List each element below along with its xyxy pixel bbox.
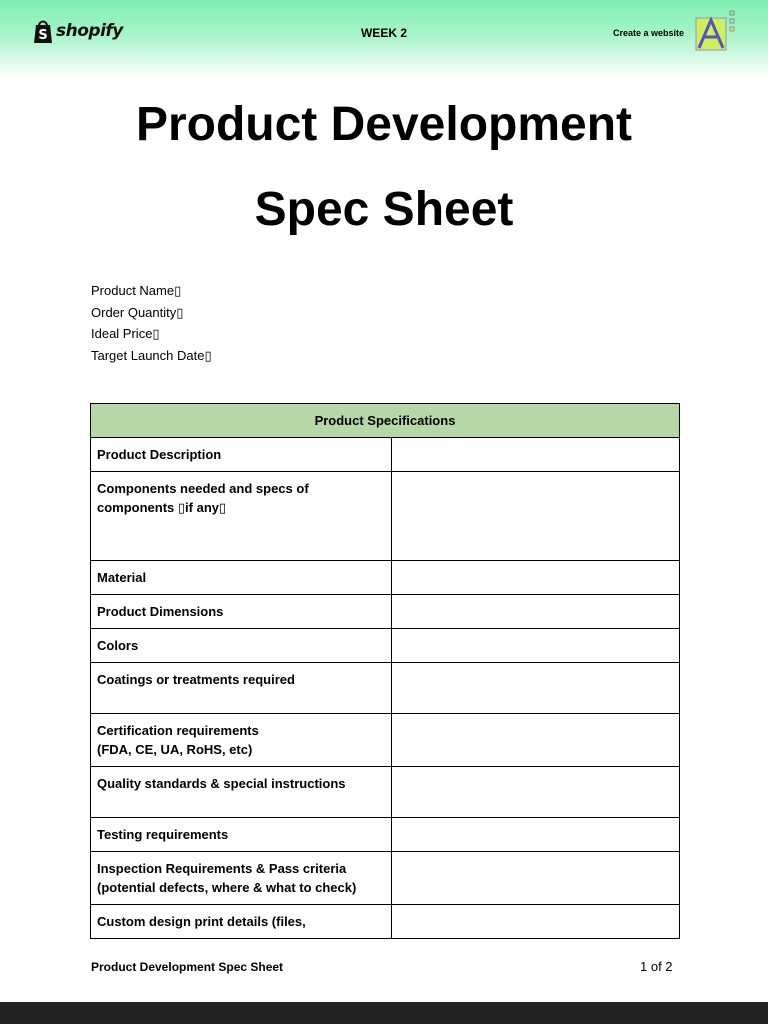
row-label <box>91 714 392 767</box>
row-value-cell[interactable] <box>392 714 680 767</box>
bottom-bar <box>0 1002 768 1024</box>
table-row <box>91 561 680 595</box>
field-ideal-price[interactable]: Ideal Price▯ <box>91 326 160 341</box>
field-target-launch-date[interactable]: Target Launch Date▯ <box>91 347 212 363</box>
product-fields <box>91 280 212 366</box>
table-heading: Product Specifications <box>91 404 680 438</box>
page-number: 1 of 2 <box>640 959 673 974</box>
row-label: Testing requirements <box>91 818 392 852</box>
row-value-cell[interactable] <box>392 663 680 714</box>
row-label-line-2: (potential defects, where & what to check) <box>97 880 357 895</box>
page-title-line-2: Spec Sheet <box>254 183 514 236</box>
row-value-cell[interactable] <box>392 905 680 939</box>
footer-title: Product Development Spec Sheet <box>91 960 284 974</box>
row-label: Quality standards & special instructions <box>91 767 392 818</box>
row-label-line-2: (FDA, CE, UA, RoHS, etc) <box>97 742 253 757</box>
spec-table <box>90 403 680 939</box>
row-value-cell[interactable] <box>392 852 680 905</box>
table-row <box>91 905 680 939</box>
row-label: Product Description <box>91 438 392 472</box>
svg-text:S: S <box>38 28 48 43</box>
table-row <box>91 852 680 905</box>
table-row <box>91 629 680 663</box>
a-logo-icon[interactable] <box>694 10 738 54</box>
row-value-cell[interactable] <box>392 438 680 472</box>
field-order-quantity[interactable]: Order Quantity▯ <box>91 304 184 320</box>
table-row <box>91 767 680 818</box>
week-label: WEEK 2 <box>360 26 407 40</box>
row-label <box>91 852 392 905</box>
row-label: Material <box>91 561 392 595</box>
row-label: Components needed and specs of components ▯if any▯ <box>91 472 392 561</box>
row-value-cell[interactable] <box>392 818 680 852</box>
table-row <box>91 663 680 714</box>
row-label: Product Dimensions <box>91 595 392 629</box>
row-label-line-1: Inspection Requirements & Pass criteria <box>97 861 347 876</box>
row-label-line-1: Certification requirements <box>97 723 259 738</box>
row-label: Custom design print details (files, <box>91 905 392 939</box>
table-row <box>91 595 680 629</box>
page-title-line-1: Product Development <box>135 98 633 151</box>
table-row <box>91 714 680 767</box>
row-value-cell[interactable] <box>392 595 680 629</box>
row-label: Coatings or treatments required <box>91 663 392 714</box>
create-website-link[interactable]: Create a website <box>613 28 685 38</box>
page-header <box>0 0 768 78</box>
row-value-cell[interactable] <box>392 561 680 595</box>
row-label: Colors <box>91 629 392 663</box>
field-product-name[interactable]: Product Name▯ <box>91 283 182 298</box>
brand-name: shopify <box>56 21 123 41</box>
row-value-cell[interactable] <box>392 767 680 818</box>
table-row <box>91 472 680 561</box>
table-row <box>91 818 680 852</box>
row-value-cell[interactable] <box>392 629 680 663</box>
table-row <box>91 438 680 472</box>
row-value-cell[interactable] <box>392 472 680 561</box>
